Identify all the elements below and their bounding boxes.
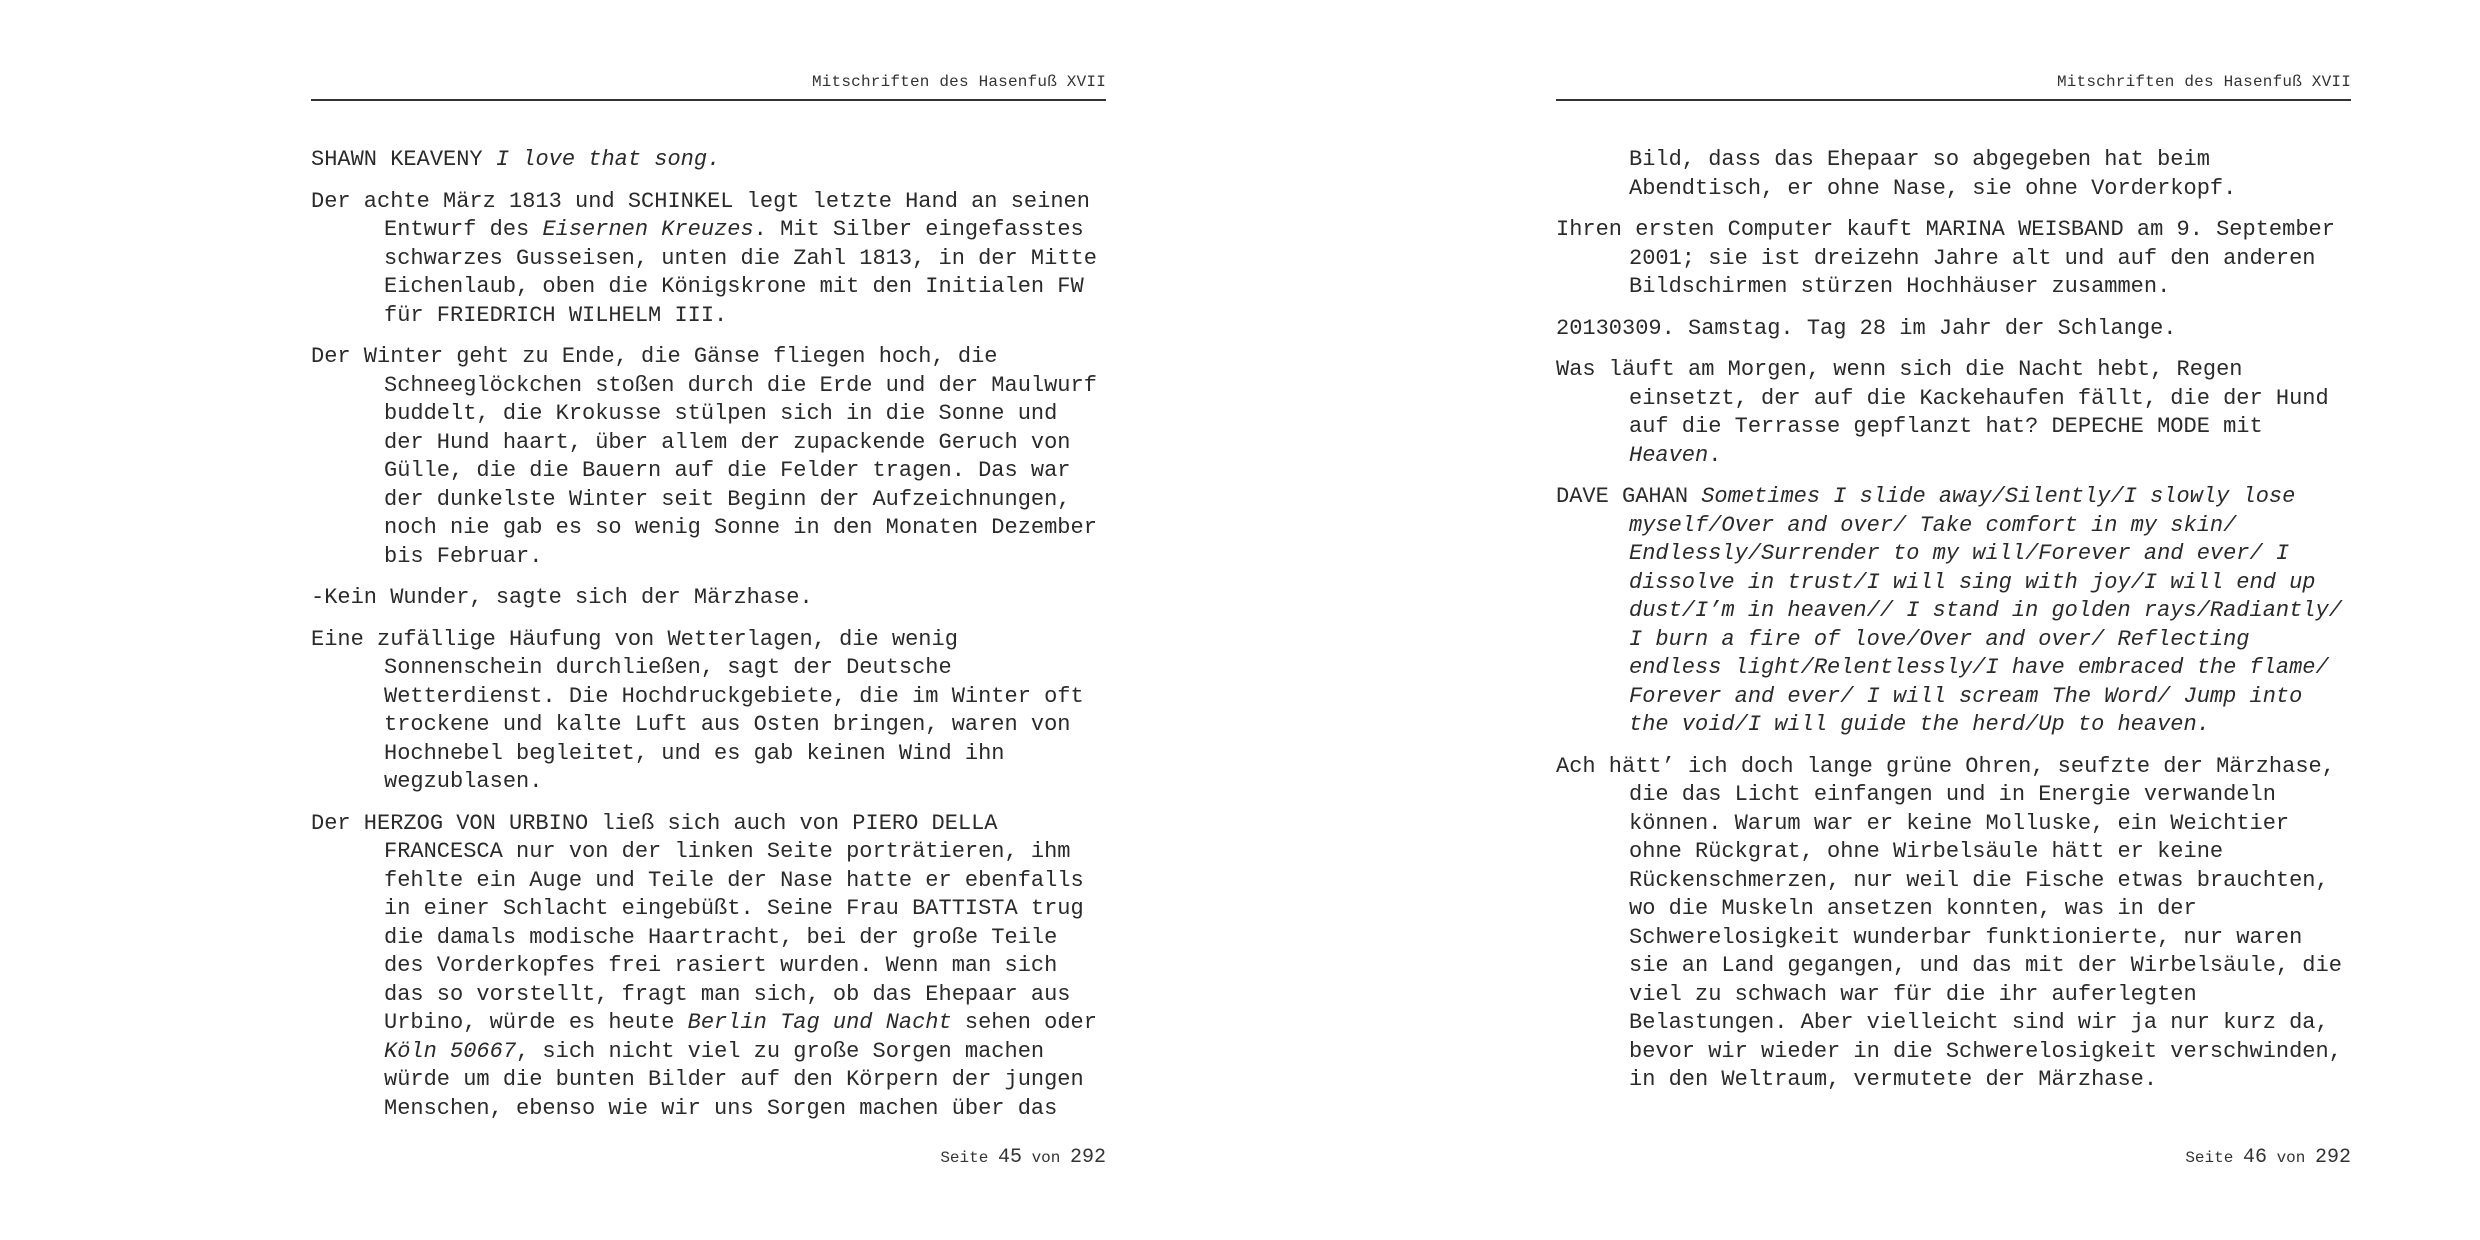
right-page [1556, 0, 2351, 1240]
page-number: 46 [2242, 1146, 2267, 1169]
left-body-text [311, 146, 1106, 1136]
page-total: 292 [2314, 1146, 2351, 1169]
paragraph-continued-bild: Bild, dass das Ehepaar so abgegeben hat beim Abendtisch, er ohne Nase, sie ohne Vorderkopf. [1629, 147, 2237, 201]
speaker-name: DAVE GAHAN [1556, 484, 1689, 509]
speaker-name: SHAWN KEAVENY [311, 147, 483, 172]
paragraph-marina-weisband: Ihren ersten Computer kauft MARINA WEISBAND am 9. September 2001; sie ist dreizehn Jahre alt und auf den anderen Bildschirmen stürzen Hochhäuser zusammen. [1556, 217, 2335, 299]
paragraph-date-entry: 20130309. Samstag. Tag 28 im Jahr der Schlange. [1556, 315, 2177, 341]
left-page [311, 0, 1106, 1240]
left-page-footer: Seite 45 von 292 [940, 1146, 1106, 1169]
paragraph-winter: Der Winter geht zu Ende, die Gänse fliegen hoch, die Schneeglöckchen stoßen durch die Erde und der Maulwurf buddelt, die Krokusse stülpen sich in die Sonne und der Hund haart, über allem der zupackende Geruch von Gülle, die die Bauern auf die Felder tragen. Das war der dunkelste Winter seit Beginn der Aufzeichnungen, noch nie gab es so wenig Sonne in den Monaten Dezember bis Februar. [311, 344, 1097, 569]
paragraph-maerzhase-ohren: Ach hätt’ ich doch lange grüne Ohren, seufzte der Märzhase, die das Licht einfangen und in Energie verwandeln können. Warum war er keine Molluske, ein Weichtier ohne Rückgrat, ohne Wirbelsäule hätt er keine Rückenschmerzen, nur weil die Fische etwas brauchten, wo die Muskeln ansetzen konnten, was in der Schwerelosigkeit wunderbar funktionierte, nur waren sie an Land gegangen, und das mit der Wirbelsäule, die viel zu schwach war für die ihr auferlegten Belastungen. Aber vielleicht sind wir ja nur kurz da, bevor wir wieder in die Schwerelosigkeit verschwinden, in den Weltraum, vermutete der Märzhase. [1556, 753, 2342, 1092]
paragraph-shawn-keaveny [311, 146, 1106, 175]
paragraph-depeche-mode: Was läuft am Morgen, wenn sich die Nacht hebt, Regen einsetzt, der auf die Kackehaufen fällt, die der Hund auf die Terrasse gepflanzt hat? DEPECHE MODE mit Heaven. [1556, 357, 2329, 468]
paragraph-dave-gahan-lyrics: DAVE GAHAN Sometimes I slide away/Silently/I slowly lose myself/Over and over/ Take comfort in my skin/ Endlessly/Surrender to my will/Forever and ever/ I dissolve in trust/I will sing with joy/I will end up dust/I’m in heaven// I stand in golden rays/Radiantly/ I burn a fire of love/Over and over/ Reflecting endless light/Relentlessly/I have embraced the flame/ Forever and ever/ I will scream The Word/ Jump into the void/I will guide the herd/Up to heaven. [1556, 484, 2342, 737]
paragraph-herzog-von-urbino: Der HERZOG VON URBINO ließ sich auch von PIERO DELLA FRANCESCA nur von der linken Seite porträtieren, ihm fehlte ein Auge und Teile der Nase hatte er ebenfalls in einer Schlacht eingebüßt. Seine Frau BATTISTA trug die damals modische Haartracht, bei der große Teile des Vorderkopfes frei rasiert wurden. Wenn man sich das so vorstellt, fragt man sich, ob das Ehepaar aus Urbino, würde es heute Berlin Tag und Nacht sehen oder Köln 50667, sich nicht viel zu große Sorgen machen würde um die bunten Bilder auf den Körpern der jungen Menschen, ebenso wie wir uns Sorgen machen über das [311, 810, 1097, 1121]
right-page-footer: Seite 46 von 292 [2185, 1146, 2351, 1169]
paragraph-kein-wunder: -Kein Wunder, sagte sich der Märzhase. [311, 585, 813, 610]
page-number: 45 [997, 1146, 1022, 1169]
left-running-header: Mitschriften des Hasenfuß XVII [311, 73, 1106, 101]
right-body-text [1556, 146, 2351, 1108]
page-total: 292 [1069, 1146, 1106, 1169]
song-quote: I love that song. [495, 147, 721, 172]
right-running-header: Mitschriften des Hasenfuß XVII [1556, 73, 2351, 101]
paragraph-schinkel: Der achte März 1813 und SCHINKEL legt letzte Hand an seinen Entwurf des Eisernen Kreuzes. Mit Silber eingefasstes schwarzes Gusseisen, unten die Zahl 1813, in der Mitte Eichenlaub, oben die Königskrone mit den Initialen FW für FRIEDRICH WILHELM III. [311, 188, 1097, 328]
paragraph-wetterlagen: Eine zufällige Häufung von Wetterlagen, die wenig Sonnenschein durchließen, sagt der Deutsche Wetterdienst. Die Hochdruckgebiete, die im Winter oft trockene und kalte Luft aus Osten bringen, waren von Hochnebel begleitet, und es gab keinen Wind ihn wegzublasen. [311, 626, 1084, 794]
